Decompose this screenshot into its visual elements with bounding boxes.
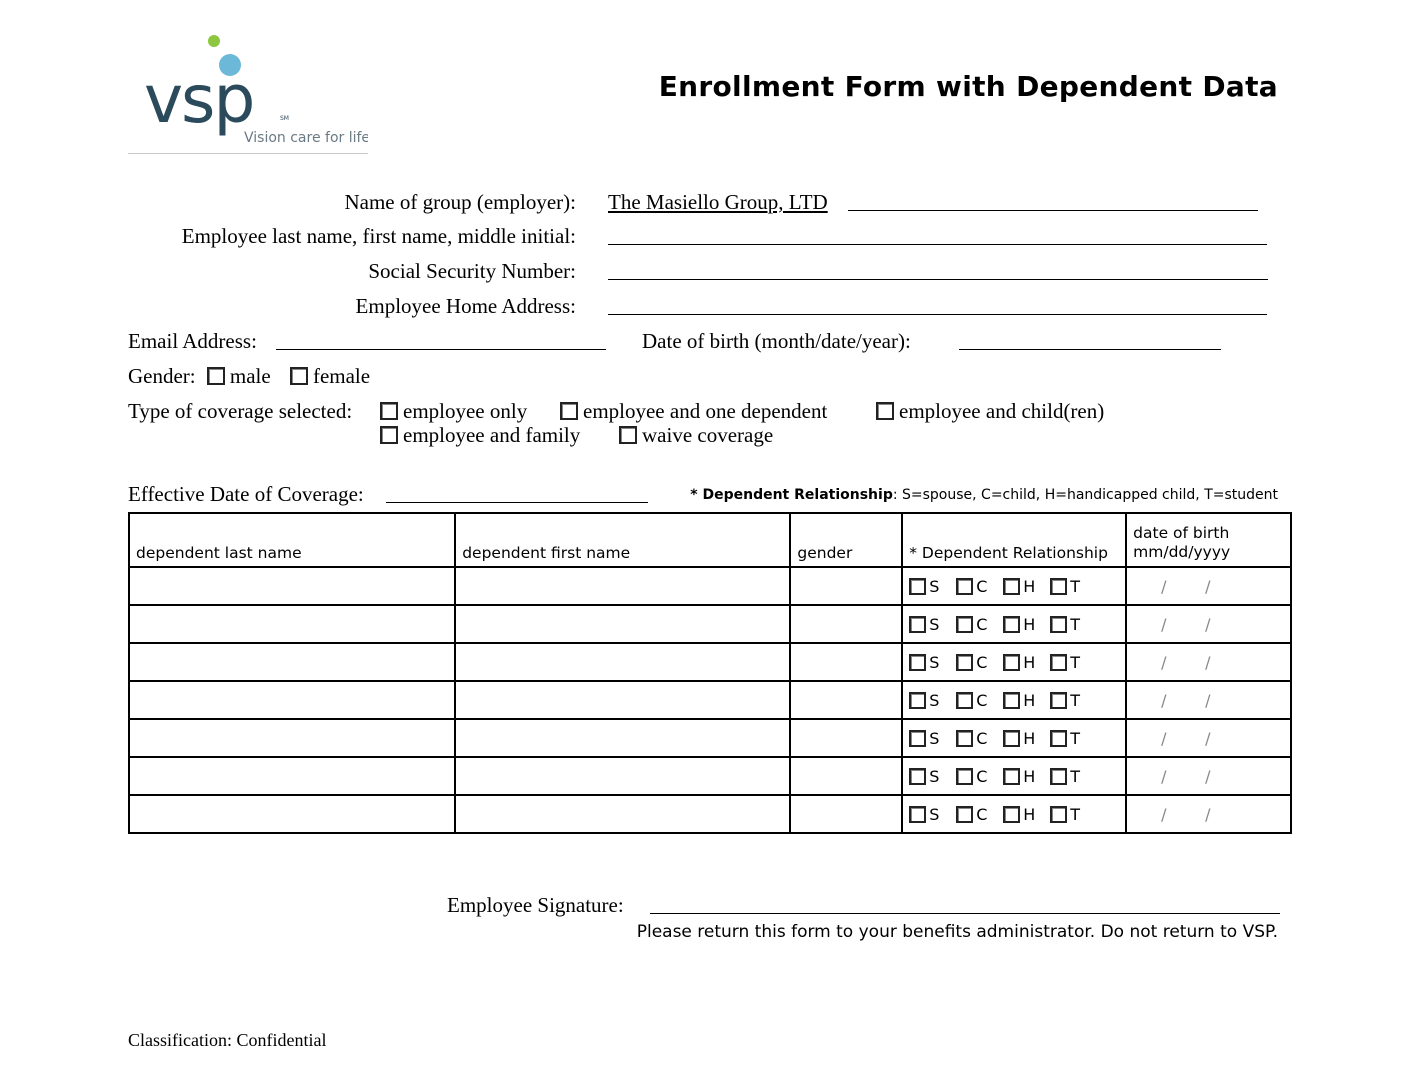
- checkbox-icon[interactable]: [380, 402, 398, 420]
- vsp-logo-graphic: [128, 30, 368, 155]
- cell-gender[interactable]: [790, 757, 902, 795]
- cell-relationship: [902, 643, 1126, 681]
- date-separator: /: [1205, 766, 1211, 786]
- checkbox-icon[interactable]: [956, 616, 973, 633]
- date-separator: /: [1205, 652, 1211, 672]
- checkbox-icon[interactable]: [909, 654, 926, 671]
- coverage-label: Type of coverage selected:: [128, 399, 353, 423]
- ssn-field[interactable]: [608, 279, 1268, 280]
- checkbox-icon[interactable]: [956, 768, 973, 785]
- checkbox-icon[interactable]: [290, 367, 308, 385]
- checkbox-icon[interactable]: [1050, 768, 1067, 785]
- checkbox-icon[interactable]: [876, 402, 894, 420]
- table-row: [129, 605, 1291, 643]
- checkbox-icon[interactable]: [956, 692, 973, 709]
- relationship-option-c[interactable]: C: [956, 577, 1003, 596]
- date-separator: /: [1205, 690, 1211, 710]
- date-separator: /: [1161, 728, 1167, 748]
- cell-last-name[interactable]: [129, 567, 455, 605]
- coverage-option-family[interactable]: employee and family: [380, 423, 580, 448]
- cell-dob[interactable]: [1126, 681, 1291, 719]
- checkbox-icon[interactable]: [1003, 730, 1020, 747]
- cell-dob[interactable]: [1126, 719, 1291, 757]
- address-label: Employee Home Address:: [355, 294, 576, 318]
- cell-gender[interactable]: [790, 567, 902, 605]
- relationship-option-c[interactable]: C: [956, 615, 1003, 634]
- group-field[interactable]: [608, 190, 1258, 215]
- checkbox-icon[interactable]: [207, 367, 225, 385]
- cell-dob[interactable]: [1126, 643, 1291, 681]
- header-last-name: dependent last name: [129, 513, 455, 567]
- cell-dob[interactable]: [1126, 795, 1291, 833]
- logo-green-dot: [208, 35, 220, 47]
- return-note: Please return this form to your benefits administrator. Do not return to VSP.: [636, 922, 1278, 942]
- group-label: Name of group (employer):: [344, 190, 576, 214]
- logo-divider: [128, 153, 368, 154]
- employee-name-field[interactable]: [608, 244, 1267, 245]
- header-dob: [1126, 513, 1291, 567]
- checkbox-icon[interactable]: [956, 578, 973, 595]
- cell-last-name[interactable]: [129, 719, 455, 757]
- relationship-option-t[interactable]: T: [1050, 767, 1097, 786]
- relationship-legend: [690, 487, 1278, 503]
- date-separator: /: [1161, 576, 1167, 596]
- checkbox-icon[interactable]: [1003, 616, 1020, 633]
- email-field[interactable]: [276, 349, 606, 350]
- cell-gender[interactable]: [790, 643, 902, 681]
- date-separator: /: [1205, 576, 1211, 596]
- relationship-option-s[interactable]: S: [909, 691, 956, 710]
- checkbox-icon[interactable]: [1003, 768, 1020, 785]
- table-row: [129, 681, 1291, 719]
- checkbox-icon[interactable]: [909, 768, 926, 785]
- header-first-name: dependent first name: [455, 513, 790, 567]
- relationship-option-h[interactable]: H: [1003, 805, 1050, 824]
- date-separator: /: [1205, 804, 1211, 824]
- relationship-option-c[interactable]: C: [956, 767, 1003, 786]
- relationship-option-t[interactable]: T: [1050, 805, 1097, 824]
- signature-label: Employee Signature:: [447, 893, 624, 917]
- date-separator: /: [1161, 766, 1167, 786]
- relationship-option-c[interactable]: C: [956, 805, 1003, 824]
- checkbox-icon[interactable]: [956, 730, 973, 747]
- coverage-option-waive[interactable]: waive coverage: [619, 423, 773, 448]
- dob-label: Date of birth (month/date/year):: [642, 329, 911, 353]
- cell-relationship: [902, 681, 1126, 719]
- employee-name-label: Employee last name, first name, middle initial:: [181, 224, 576, 248]
- effective-date-label: Effective Date of Coverage:: [128, 482, 364, 506]
- legend-bold: * Dependent Relationship: [690, 487, 893, 503]
- coverage-option-children[interactable]: employee and child(ren): [876, 399, 1104, 424]
- checkbox-icon[interactable]: [956, 654, 973, 671]
- header-relationship: * Dependent Relationship: [902, 513, 1126, 567]
- relationship-option-s[interactable]: S: [909, 577, 956, 596]
- relationship-option-h[interactable]: H: [1003, 767, 1050, 786]
- date-separator: /: [1205, 614, 1211, 634]
- cell-last-name[interactable]: [129, 643, 455, 681]
- cell-gender[interactable]: [790, 681, 902, 719]
- cell-relationship: [902, 719, 1126, 757]
- cell-relationship: [902, 795, 1126, 833]
- relationship-option-s[interactable]: S: [909, 653, 956, 672]
- checkbox-icon[interactable]: [380, 426, 398, 444]
- table-row: [129, 643, 1291, 681]
- table-row: [129, 757, 1291, 795]
- checkbox-icon[interactable]: [1050, 730, 1067, 747]
- relationship-option-c[interactable]: C: [956, 653, 1003, 672]
- cell-first-name[interactable]: [455, 795, 790, 833]
- checkbox-icon[interactable]: [619, 426, 637, 444]
- legend-text: : S=spouse, C=child, H=handicapped child, T=student: [892, 487, 1278, 503]
- checkbox-icon[interactable]: [1003, 806, 1020, 823]
- cell-gender[interactable]: [790, 795, 902, 833]
- cell-first-name[interactable]: [455, 719, 790, 757]
- table-row: [129, 795, 1291, 833]
- effective-date-field[interactable]: [386, 502, 648, 503]
- relationship-option-h[interactable]: H: [1003, 691, 1050, 710]
- date-separator: /: [1205, 728, 1211, 748]
- relationship-option-t[interactable]: T: [1050, 615, 1097, 634]
- email-label: Email Address:: [128, 329, 257, 353]
- checkbox-icon[interactable]: [1050, 692, 1067, 709]
- cell-relationship: [902, 567, 1126, 605]
- date-separator: /: [1161, 690, 1167, 710]
- cell-relationship: [902, 757, 1126, 795]
- logo-sm-mark: SM: [280, 115, 289, 122]
- checkbox-icon[interactable]: [1050, 616, 1067, 633]
- table-row: [129, 719, 1291, 757]
- cell-first-name[interactable]: [455, 757, 790, 795]
- table-header-row: [129, 513, 1291, 567]
- cell-dob[interactable]: [1126, 567, 1291, 605]
- relationship-option-h[interactable]: H: [1003, 653, 1050, 672]
- checkbox-icon[interactable]: [909, 806, 926, 823]
- relationship-option-s[interactable]: S: [909, 767, 956, 786]
- relationship-option-t[interactable]: T: [1050, 729, 1097, 748]
- checkbox-icon[interactable]: [909, 730, 926, 747]
- gender-row: [128, 364, 370, 389]
- relationship-option-t[interactable]: T: [1050, 691, 1097, 710]
- checkbox-icon[interactable]: [909, 616, 926, 633]
- classification-footer: Classification: Confidential: [128, 1030, 327, 1050]
- checkbox-icon[interactable]: [1003, 654, 1020, 671]
- checkbox-icon[interactable]: [1050, 578, 1067, 595]
- cell-relationship: [902, 605, 1126, 643]
- checkbox-icon[interactable]: [1050, 654, 1067, 671]
- cell-dob[interactable]: [1126, 757, 1291, 795]
- cell-dob[interactable]: [1126, 605, 1291, 643]
- coverage-option-one-dependent[interactable]: employee and one dependent: [560, 399, 827, 424]
- checkbox-icon[interactable]: [909, 692, 926, 709]
- cell-last-name[interactable]: [129, 795, 455, 833]
- date-separator: /: [1161, 614, 1167, 634]
- checkbox-icon[interactable]: [909, 578, 926, 595]
- relationship-option-t[interactable]: T: [1050, 653, 1097, 672]
- logo-brand-text: vsp: [144, 61, 254, 138]
- table-row: [129, 567, 1291, 605]
- checkbox-icon[interactable]: [1003, 692, 1020, 709]
- checkbox-icon[interactable]: [1050, 806, 1067, 823]
- cell-first-name[interactable]: [455, 643, 790, 681]
- dob-field[interactable]: [959, 349, 1221, 350]
- cell-first-name[interactable]: [455, 567, 790, 605]
- gender-option-female[interactable]: female: [290, 364, 370, 388]
- checkbox-icon[interactable]: [956, 806, 973, 823]
- cell-gender[interactable]: [790, 719, 902, 757]
- header-dob-line2: mm/dd/yyyy: [1133, 543, 1231, 561]
- relationship-option-h[interactable]: H: [1003, 615, 1050, 634]
- gender-option-male[interactable]: male: [207, 364, 271, 388]
- relationship-option-s[interactable]: S: [909, 729, 956, 748]
- group-line: [848, 210, 1258, 211]
- gender-label: Gender:: [128, 364, 196, 388]
- checkbox-icon[interactable]: [560, 402, 578, 420]
- coverage-option-employee-only[interactable]: employee only: [380, 399, 527, 424]
- relationship-option-s[interactable]: S: [909, 805, 956, 824]
- checkbox-icon[interactable]: [1003, 578, 1020, 595]
- group-value: The Masiello Group, LTD: [608, 190, 828, 214]
- relationship-option-c[interactable]: C: [956, 691, 1003, 710]
- relationship-option-s[interactable]: S: [909, 615, 956, 634]
- header-dob-line1: date of birth: [1133, 524, 1230, 542]
- page-title: Enrollment Form with Dependent Data: [658, 70, 1278, 103]
- logo-tagline: Vision care for life: [244, 130, 368, 146]
- cell-first-name[interactable]: [455, 681, 790, 719]
- vsp-logo: [128, 30, 368, 155]
- address-field[interactable]: [608, 314, 1267, 315]
- cell-last-name[interactable]: [129, 757, 455, 795]
- relationship-option-c[interactable]: C: [956, 729, 1003, 748]
- cell-last-name[interactable]: [129, 681, 455, 719]
- relationship-option-h[interactable]: H: [1003, 577, 1050, 596]
- cell-first-name[interactable]: [455, 605, 790, 643]
- header-gender: gender: [790, 513, 902, 567]
- cell-gender[interactable]: [790, 605, 902, 643]
- ssn-label: Social Security Number:: [368, 259, 576, 283]
- relationship-option-t[interactable]: T: [1050, 577, 1097, 596]
- date-separator: /: [1161, 804, 1167, 824]
- dependent-table: [128, 512, 1292, 834]
- signature-field[interactable]: [650, 913, 1280, 914]
- date-separator: /: [1161, 652, 1167, 672]
- relationship-option-h[interactable]: H: [1003, 729, 1050, 748]
- cell-last-name[interactable]: [129, 605, 455, 643]
